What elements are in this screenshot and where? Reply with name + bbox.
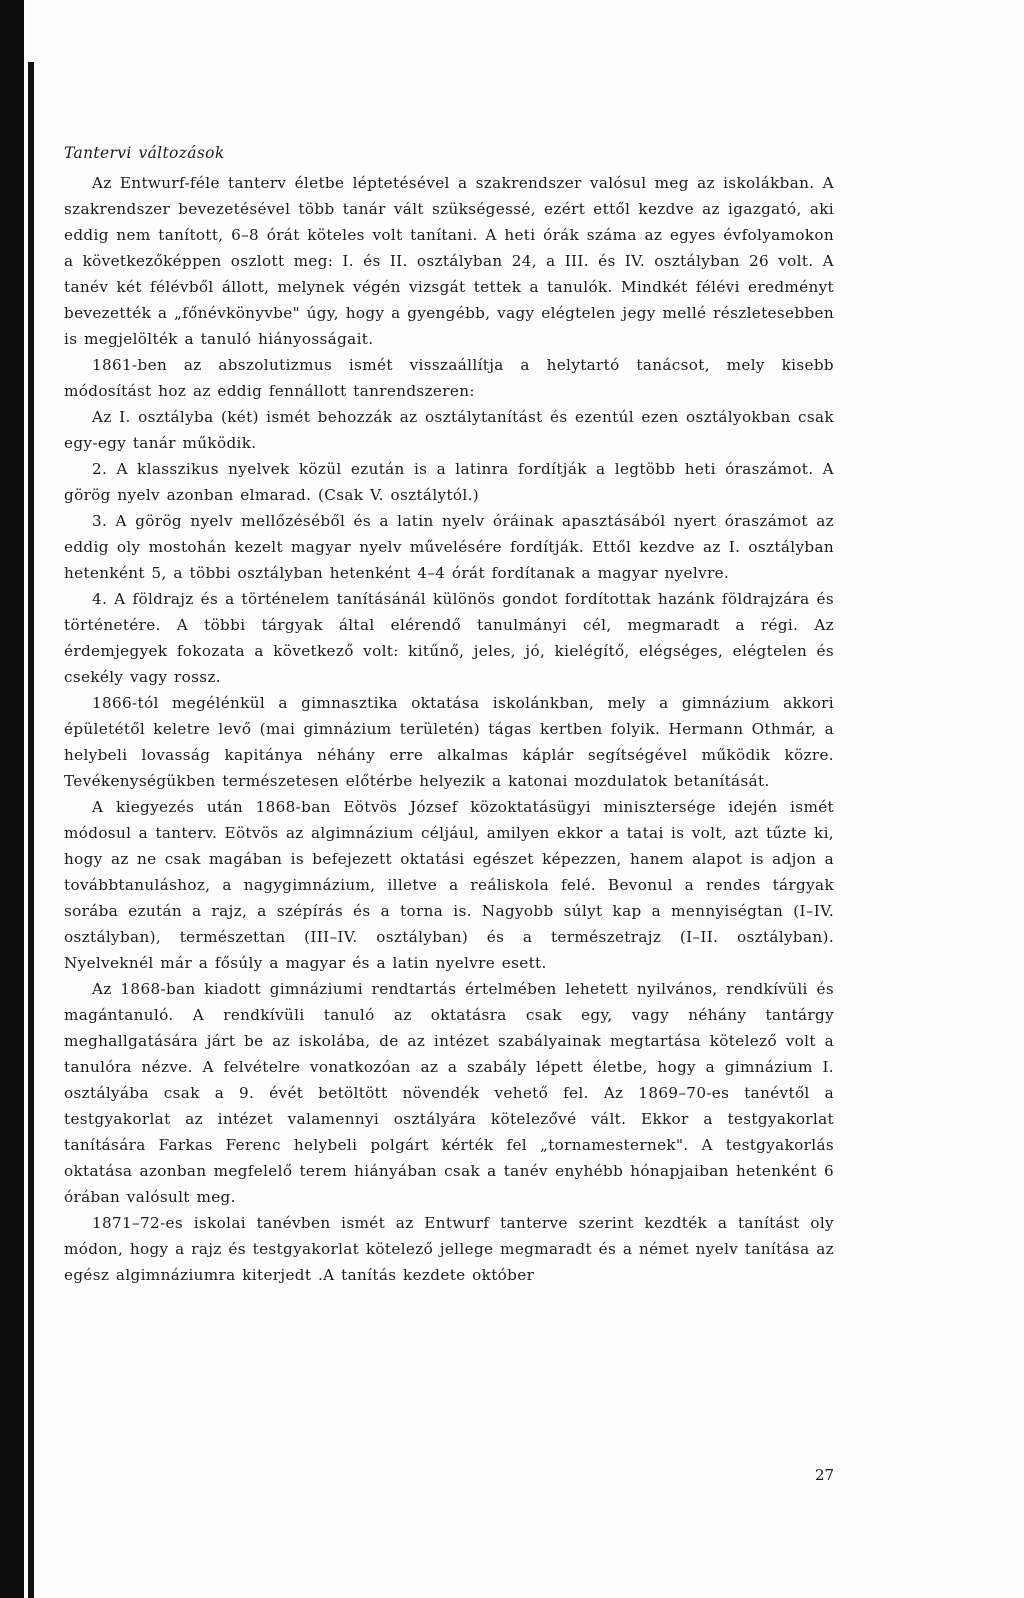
page-number: 27 xyxy=(815,1466,835,1484)
list-item-3: 3. A görög nyelv mellőzéséből és a latin nyelv óráinak apasztásából nyert óraszámot az eddig oly mostohán kezelt magyar nyelv művelésére fordítják. Ettől kezdve az I. osztályban hetenként 5, a többi osztályban hetenként 4–4 órát fordítanak a magyar nyelvre. xyxy=(64,512,834,582)
body-text xyxy=(64,140,834,1288)
paragraph-2: 1861-ben az abszolutizmus ismét visszaállítja a helytartó tanácsot, mely kisebb módosítást hoz az eddig fennállott tanrendszeren: xyxy=(64,356,834,400)
paragraph-3: 1866-tól megélénkül a gimnasztika oktatása iskolánkban, mely a gimnázium akkori épületétől keletre levő (mai gimnázium területén) tágas kertben folyik. Hermann Othmár, a helybeli lovasság kapitánya néhány erre alkalmas káplár segítségével működik közre. Tevékenységükben természetesen előtérbe helyezik a katonai mozdulatok betanítását. xyxy=(64,694,834,790)
binding-inner-edge xyxy=(28,62,34,1598)
list-item-2: 2. A klasszikus nyelvek közül ezután is a latinra fordítják a legtöbb heti óraszámot. A görög nyelv azonban elmarad. (Csak V. osztálytól.) xyxy=(64,460,834,504)
section-heading: Tantervi változások xyxy=(64,144,225,162)
binding-edge xyxy=(0,0,24,1598)
list-item-4: 4. A földrajz és a történelem tanításánál különös gondot fordítottak hazánk földrajzára és történetére. A többi tárgyak által elérendő tanulmányi cél, megmaradt a régi. Az érdemjegyek fokozata a következő volt: kitűnő, jeles, jó, kielégítő, elégséges, elégtelen és csekély vagy rossz. xyxy=(64,590,834,686)
paragraph-6: 1871–72-es iskolai tanévben ismét az Entwurf tanterve szerint kezdték a tanítást oly módon, hogy a rajz és testgyakorlat kötelező jellege megmaradt és a német nyelv tanítása az egész algimnáziumra kiterjedt .A tanítás kezdete október xyxy=(64,1214,834,1284)
list-item-1: Az I. osztályba (két) ismét behozzák az osztálytanítást és ezentúl ezen osztályokban csak egy-egy tanár működik. xyxy=(64,408,834,452)
paragraph-1: Az Entwurf-féle tanterv életbe léptetésével a szakrendszer valósul meg az iskolákban. A szakrendszer bevezetésével több tanár vált szükségessé, ezért ettől kezdve az igazgató, aki eddig nem tanított, 6–8 órát köteles volt tanítani. A heti órák száma az egyes évfolyamokon a következőképpen oszlott meg: I. és II. osztályban 24, a III. és IV. osztályban 26 volt. A tanév két félévből állott, melynek végén vizsgát tettek a tanulók. Mindkét félévi eredményt bevezették a „főnévkönyvbe" úgy, hogy a gyengébb, vagy elégtelen jegy mellé részletesebben is megjelölték a tanuló hiányosságait. xyxy=(64,174,834,348)
paragraph-4: A kiegyezés után 1868-ban Eötvös József közoktatásügyi minisztersége idején ismét módosul a tanterv. Eötvös az algimnázium céljául, amilyen ekkor a tatai is volt, azt tűzte ki, hogy az ne csak magában is befejezett oktatási egészet képezzen, hanem alapot is adjon a továbbtanuláshoz, a nagygimnázium, illetve a reáliskola felé. Bevonul a rendes tárgyak sorába ezután a rajz, a szépírás és a torna is. Nagyobb súlyt kap a mennyiségtan (I–IV. osztályban), természettan (III–IV. osztályban) és a természetrajz (I–II. osztályban). Nyelveknél már a fősúly a magyar és a latin nyelvre esett. xyxy=(64,798,834,972)
paragraph-5: Az 1868-ban kiadott gimnáziumi rendtartás értelmében lehetett nyilvános, rendkívüli és magántanuló. A rendkívüli tanuló az oktatásra csak egy, vagy néhány tantárgy meghallgatására járt be az iskolába, de az intézet szabályainak megtartása kötelező volt a tanulóra nézve. A felvételre vonatkozóan az a szabály lépett életbe, hogy a gimnázium I. osztályába csak a 9. évét betöltött növendék vehető fel. Az 1869–70-es tanévtől a testgyakorlat az intézet valamennyi osztályára kötelezővé vált. Ekkor a testgyakorlat tanítására Farkas Ferenc helybeli polgárt kérték fel „tornamesternek". A testgyakorlás oktatása azonban megfelelő terem hiányában csak a tanév enyhébb hónapjaiban hetenként 6 órában valósult meg. xyxy=(64,980,834,1206)
